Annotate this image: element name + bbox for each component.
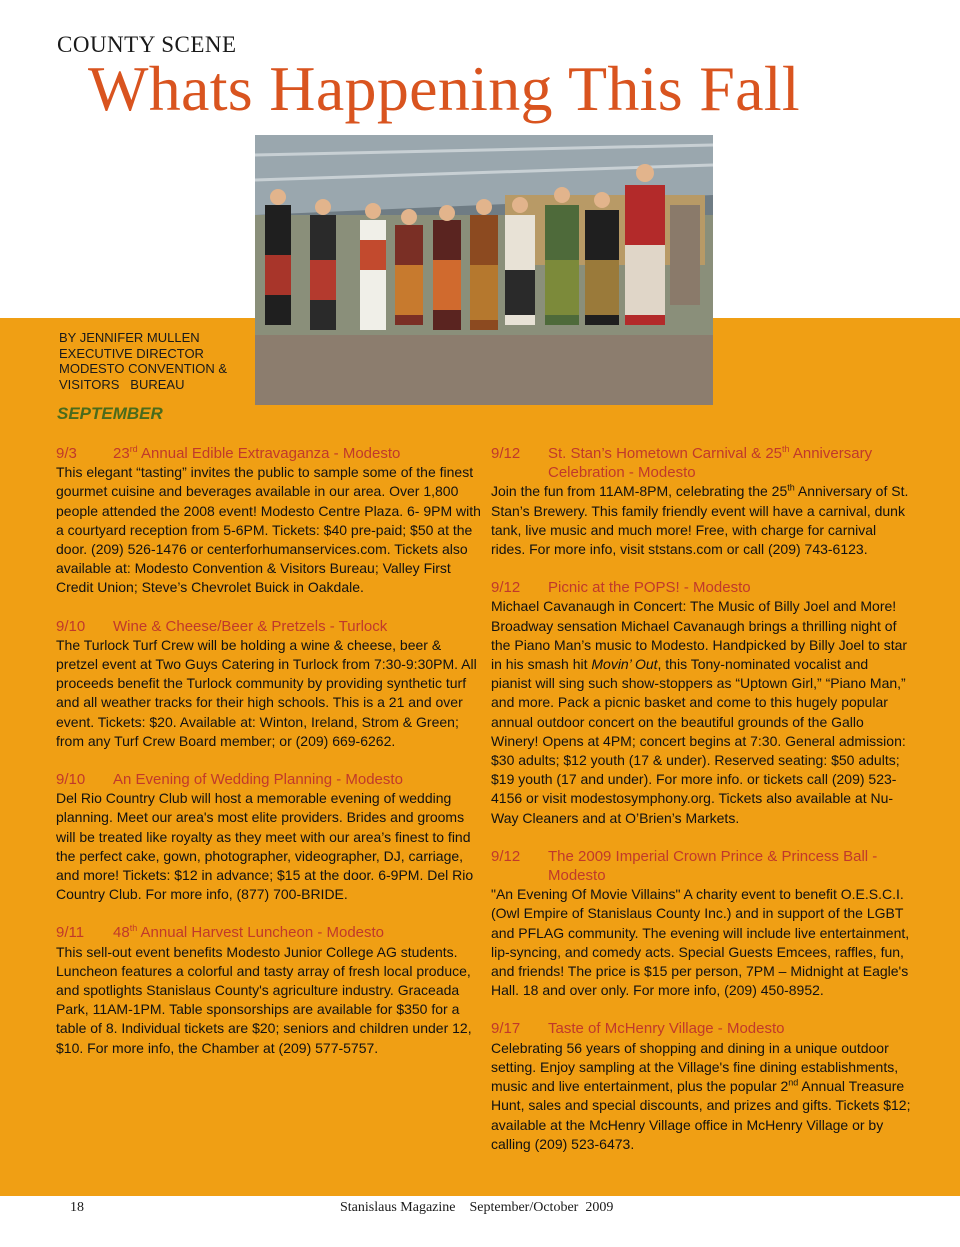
event-item bbox=[491, 444, 911, 559]
event-date: 9/12 bbox=[491, 579, 521, 597]
event-title: Picnic at the POPS! - Modesto bbox=[548, 579, 751, 597]
event-title: The 2009 Imperial Crown Prince & Princess Ball - Modesto bbox=[548, 847, 878, 885]
event-date: 9/3 bbox=[56, 445, 77, 462]
event-date: 9/11 bbox=[56, 924, 85, 942]
month-heading: SEPTEMBER bbox=[57, 404, 163, 423]
event-date: 9/17 bbox=[491, 1020, 521, 1038]
byline-title: EXECUTIVE DIRECTOR bbox=[59, 345, 204, 361]
byline-author: BY JENNIFER MULLEN bbox=[59, 330, 200, 345]
event-item bbox=[56, 444, 481, 598]
event-description: "An Evening Of Movie Villains" A charity event to benefit O.E.S.C.I. (Owl Empire of Stanislaus County Inc.) and in support of the LGBT and PFLAG community. The evening will include live entertainment, lip-syncing, and comedy acts. Special Guests Emcees, raffles, fun, and friends! The price is $15 per person, 7PM – Midnight at Eagle's Hall. 18 and over only. For more info, (209) 450-8952. bbox=[491, 886, 910, 999]
event-description: The Turlock Turf Crew will be holding a wine & cheese, beer & pretzel event at Two Guys Catering in Turlock from 7:30-9:30PM. All proceeds benefit the Turlock community by providing synthetic turf and all weather tracks for their high schools. This is a 21 and over event. Tickets: $20. Available at: Winton, Ireland, Strom & Green; from any Turf Crew Board member; or (209) 669-6262. bbox=[56, 636, 477, 749]
event-title: An Evening of Wedding Planning - Modesto bbox=[113, 771, 403, 789]
page-title: Whats Happening This Fall bbox=[88, 53, 800, 124]
event-title: St. Stan’s Hometown Carnival & 25th Anniversary Celebration - Modesto bbox=[548, 444, 873, 482]
byline bbox=[59, 330, 227, 392]
event-title: 23rd Annual Edible Extravaganza - Modesto bbox=[113, 444, 401, 462]
byline-org-1: MODESTO CONVENTION & bbox=[59, 361, 228, 376]
event-date: 9/12 bbox=[491, 445, 521, 462]
event-title: Wine & Cheese/Beer & Pretzels - Turlock bbox=[113, 617, 388, 635]
event-item bbox=[56, 770, 481, 904]
event-description: Del Rio Country Club will host a memorable evening of wedding planning. Meet our area's most elite providers. Brides and grooms will be treated like royalty as they meet with our area’s finest to find the perfect cake, gown, photographer, videographer, DJ, carriage, and more! Tickets: $12 in advance; $15 at the door. 6-9PM. Del Rio Country Club. For more info, (877) 700-BRIDE. bbox=[56, 790, 474, 903]
event-item bbox=[491, 578, 911, 828]
event-description: This sell-out event benefits Modesto Junior College AG students. Luncheon features a colorful and tasty array of fresh local produce, and spotlights Stanislaus County's agriculture industry. Graceada Park, 11AM-1PM. Table sponsorships are available for $350 for a table of 8. Individual tickets are $20; seniors and children under 12, $10. For more info, the Chamber at (209) 577-5757. bbox=[56, 943, 472, 1056]
page-number: 18 bbox=[70, 1200, 84, 1215]
event-description: Join the fun from 11AM-8PM, celebrating the 25th Anniversary of St. Stan’s Brewery. This family friendly event will have a carnival, dunk tank, live music and much more! Free, with charge for carnival rides. For more info, visit ststans.com or call (209) 743-6123. bbox=[491, 482, 909, 558]
section-label: COUNTY SCENE bbox=[57, 32, 237, 57]
event-item bbox=[56, 617, 481, 751]
magazine-footer: Stanislaus Magazine September/October 2009 bbox=[340, 1200, 614, 1215]
event-description: Celebrating 56 years of shopping and dining in a unique outdoor setting. Enjoy sampling at the Village's fine dining establishments, music and live entertainment, plus the popular 2nd Annual Treasure Hunt, sales and special discounts, and prizes and gifts. Tickets $12; available at the McHenry Village office in McHenry Village or by calling (209) 523-6473. bbox=[491, 1039, 911, 1152]
event-description: Michael Cavanaugh in Concert: The Music of Billy Joel and More! Broadway sensation Michael Cavanaugh brings a thrilling night of the Piano Man’s music to Modesto. Handpicked by Billy Joel to star in his smash hit Movin’ Out, this Tony-nominated vocalist and pianist will sing such show-stoppers as “Uptown Girl,” “Piano Man,” and more. Pack a picnic basket and come to this hugely popular annual outdoor concert on the beautiful grounds of the Gallo Winery! Opens at 4PM; concert begins at 7:30. General admission: $30 adults; $12 youth (17 & under). Reserved seating: $50 adults; $19 youth (17 and under). For more info. or tickets call (209) 523-4156 or visit modestosymphony.org. Tickets also available at Nu-Way Cleaners and at O’Brien’s Markets. bbox=[491, 598, 908, 826]
event-title: Taste of McHenry Village - Modesto bbox=[548, 1020, 785, 1038]
events-column-right bbox=[491, 444, 911, 1173]
event-title: 48th Annual Harvest Luncheon - Modesto bbox=[113, 923, 385, 942]
events-column-left bbox=[56, 444, 481, 1077]
byline-org-2: VISITORS BUREAU bbox=[59, 376, 185, 392]
event-item bbox=[56, 923, 481, 1057]
event-item bbox=[491, 1019, 911, 1153]
event-description: This elegant “tasting” invites the public to sample some of the finest gourmet cuisine and beverages available in our area. Over 1,800 people attended the 2008 event! Modesto Centre Plaza. 6- 9PM with a courtyard reception from 5-6PM. Tickets: $40 pre-paid; $50 at the door. (209) 526-1476 or centerforhumanservices.com. Tickets also available at: Modesto Convention & Visitors Bureau; Valley First Credit Union; Steve’s Chevrolet Buick in Oakdale. bbox=[56, 464, 481, 596]
event-date: 9/12 bbox=[491, 847, 521, 865]
folk-dancers-photo bbox=[255, 135, 713, 405]
event-date: 9/10 bbox=[56, 771, 86, 789]
event-item bbox=[491, 847, 911, 1001]
event-date: 9/10 bbox=[56, 617, 86, 635]
